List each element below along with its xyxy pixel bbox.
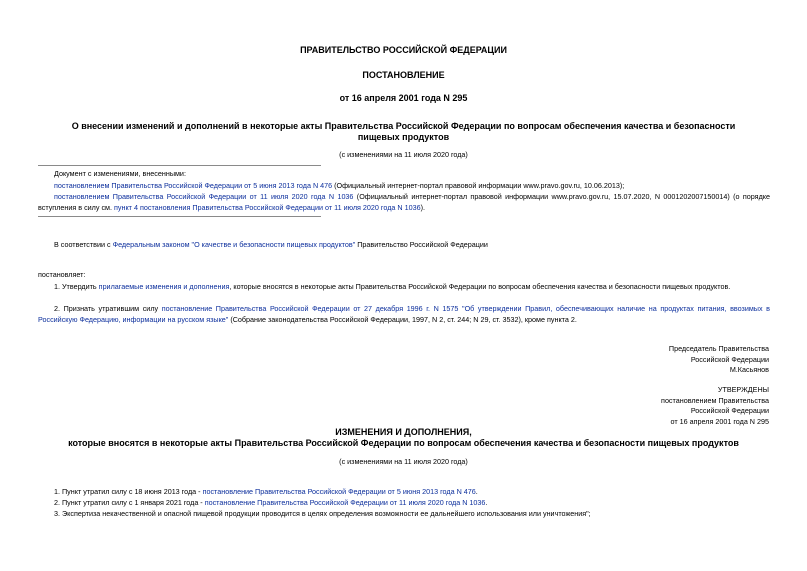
repealed-decree-link[interactable]: постановление Правительства Российской Федерации от 27 декабря 1996 г. N 1575 "Об утверждении Правил, обеспечивающих наличие на продуктах питания, ввозимых в Российскую Федерацию, информации на русском языке" [38, 304, 770, 324]
doc-type-heading: ПОСТАНОВЛЕНИЕ [362, 70, 445, 80]
amendment-item-2: постановлением Правительства Российской Федерации от 11 июля 2020 года N 1036 (Официальный интернет-портал правовой информации www.pravo.gov.ru, 15.07.2020, N 0001202007150014) (о порядке вступления в силу см. пункт 4 постановления Правительства Российской Федерации от 11 июля 2020 года N 1036). [38, 192, 770, 212]
amendment-link-3[interactable]: пункт 4 постановления Правительства Российской Федерации от 11 июля 2020 года N 1036 [114, 202, 421, 212]
approved-line-1: УТВЕРЖДЕНЫ [717, 385, 769, 394]
divider-top [38, 165, 321, 166]
change-item-1: 1. Пункт утратил силу с 18 июня 2013 года - постановление Правительства Российской Федерации от 5 июня 2013 года N 476. [54, 487, 478, 496]
government-heading: ПРАВИТЕЛЬСТВО РОССИЙСКОЙ ФЕДЕРАЦИИ [300, 45, 507, 55]
approved-block [661, 385, 769, 427]
preamble: В соответствии с Федеральным законом "О качестве и безопасности пищевых продуктов" Правительство Российской Федерации [54, 240, 488, 249]
amendments-intro: Документ с изменениями, внесенными: [54, 169, 186, 178]
approved-line-3: Российской Федерации [690, 406, 769, 415]
signature-line-2: Российской Федерации [690, 354, 769, 364]
changes-title-1: ИЗМЕНЕНИЯ И ДОПОЛНЕНИЯ, [335, 427, 472, 437]
attached-changes-link[interactable]: прилагаемые изменения и дополнения [98, 282, 230, 291]
signature-line-1: Председатель Правительства [668, 344, 769, 353]
signature-line-3: М.Касьянов [729, 365, 769, 374]
change-link-2[interactable]: постановление Правительства Российской Федерации от 11 июля 2020 года N 1036 [204, 498, 486, 507]
amendment-item-1: постановлением Правительства Российской Федерации от 5 июня 2013 года N 476 (Официальный интернет-портал правовой информации www.pravo.gov.ru, 10.06.2013); [54, 181, 625, 190]
signature-block [669, 344, 769, 376]
change-item-2: 2. Пункт утратил силу с 1 января 2021 года - постановление Правительства Российской Федерации от 11 июля 2020 года N 1036. [54, 498, 488, 507]
date-number-heading: от 16 апреля 2001 года N 295 [339, 93, 468, 103]
document-title: О внесении изменений и дополнений в некоторые акты Правительства Российской Федерации по вопросам обеспечения качества и безопасности пищевых продуктов [71, 121, 736, 142]
changes-amended-note: (с изменениями на 11 июля 2020 года) [339, 457, 468, 466]
paragraph-1: 1. Утвердить прилагаемые изменения и дополнения, которые вносятся в некоторые акты Правительства Российской Федерации по вопросам обеспечения качества и безопасности пищевых продуктов. [54, 282, 731, 291]
approved-line-2: постановлением Правительства [661, 395, 769, 405]
decides-text: постановляет: [38, 270, 86, 279]
change-item-3: 3. Экспертиза некачественной и опасной пищевой продукции проводится в целях определения возможности ее дальнейшего использования или уничтожения"; [54, 509, 591, 518]
amendment-link-2[interactable]: постановлением Правительства Российской Федерации от 11 июля 2020 года N 1036 [54, 192, 354, 201]
changes-title-2: которые вносятся в некоторые акты Правительства Российской Федерации по вопросам обеспечения качества и безопасности пищевых продуктов [68, 438, 739, 448]
paragraph-2: 2. Признать утратившим силу постановление Правительства Российской Федерации от 27 декабря 1996 г. N 1575 "Об утверждении Правил, обеспечивающих наличие на продуктах питания, ввозимых в Российскую Федерацию, информации на русском языке" (Собрание законодательства Российской Федерации, 1997, N 2, ст. 244; N 29, ст. 3532), кроме пункта 2. [38, 304, 770, 324]
divider-bottom [38, 216, 321, 217]
amended-note: (с изменениями на 11 июля 2020 года) [339, 150, 468, 159]
change-link-1[interactable]: постановление Правительства Российской Федерации от 5 июня 2013 года N 476 [202, 487, 476, 496]
amendment-link-1[interactable]: постановлением Правительства Российской Федерации от 5 июня 2013 года N 476 [54, 181, 333, 190]
approved-line-4: от 16 апреля 2001 года N 295 [670, 416, 769, 426]
federal-law-link[interactable]: Федеральным законом "О качестве и безопасности пищевых продуктов" [112, 240, 356, 249]
